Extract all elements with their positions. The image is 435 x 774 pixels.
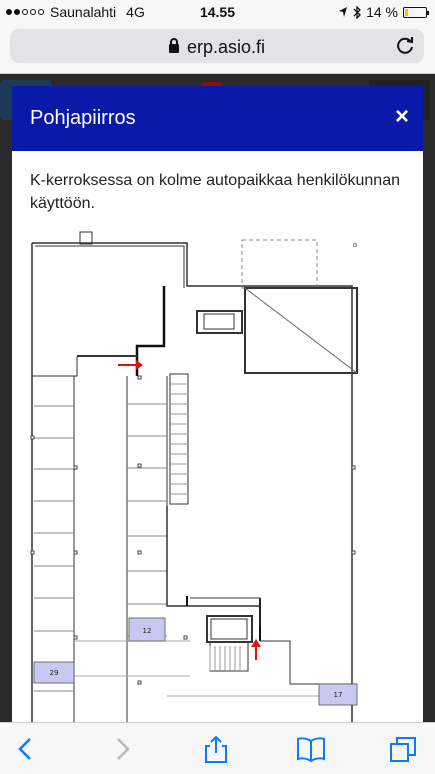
parking-space-12 xyxy=(129,618,165,641)
bookmarks-icon[interactable] xyxy=(296,735,326,763)
lock-icon xyxy=(169,44,179,53)
parking-space-label: 29 xyxy=(49,669,59,677)
modal-header xyxy=(12,86,423,151)
parking-space-29 xyxy=(34,662,74,683)
tabs-icon[interactable] xyxy=(388,735,418,763)
status-right xyxy=(338,4,427,20)
address-bar xyxy=(0,24,435,74)
parking-space-17 xyxy=(319,684,357,705)
close-button[interactable]: × xyxy=(394,103,409,130)
battery-icon xyxy=(403,7,427,18)
forward-icon[interactable] xyxy=(108,735,138,763)
browser-toolbar xyxy=(0,722,435,774)
network-type: 4G xyxy=(126,4,145,20)
url-text: erp.asio.fi xyxy=(186,37,266,57)
battery-percent: 14 % xyxy=(366,4,398,20)
share-icon[interactable] xyxy=(201,735,231,763)
floorplan-modal xyxy=(12,86,423,726)
parking-space-label: 17 xyxy=(333,691,343,699)
parking-space-label: 12 xyxy=(142,627,152,635)
status-bar xyxy=(0,0,435,24)
entrance-arrow-icon xyxy=(118,360,143,370)
modal-description: K-kerroksessa on kolme autopaikkaa henkilökunnan käyttöön. xyxy=(30,172,400,212)
url-field[interactable] xyxy=(10,29,424,63)
reload-icon[interactable] xyxy=(394,34,416,56)
location-icon xyxy=(338,6,348,18)
clock: 14.55 xyxy=(199,4,236,20)
floorplan-drawing xyxy=(12,226,423,726)
modal-title: Pohjapiirros xyxy=(30,107,136,129)
url-display[interactable] xyxy=(10,37,424,58)
carrier-name: Saunalahti xyxy=(50,4,117,20)
back-icon[interactable] xyxy=(12,735,42,763)
bluetooth-icon xyxy=(353,6,361,19)
